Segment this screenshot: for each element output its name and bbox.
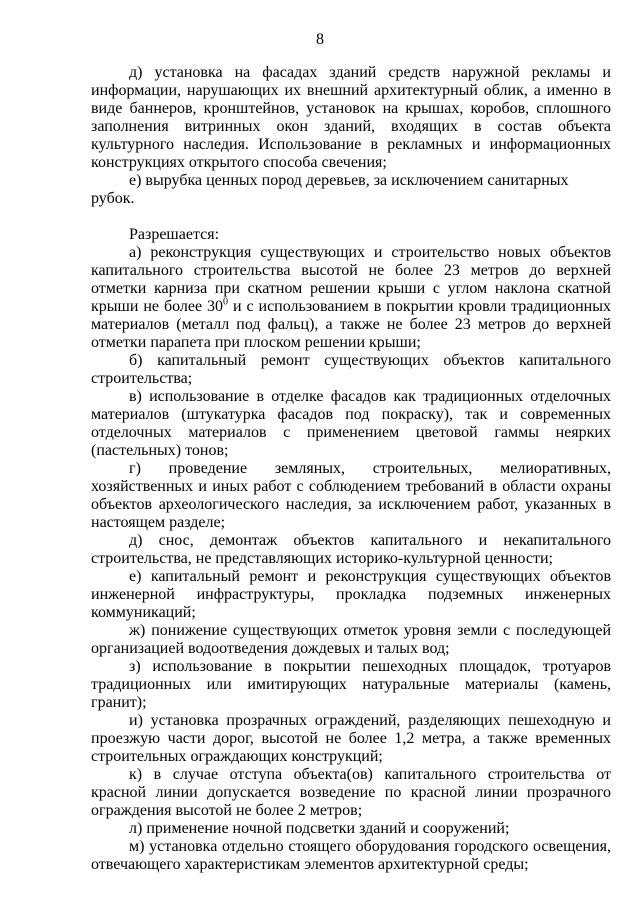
degree-superscript: 0 bbox=[223, 296, 229, 308]
allowed-heading: Разрешается: bbox=[129, 226, 220, 243]
page-number: 8 bbox=[316, 31, 324, 48]
paragraph-b-allowed: б) капитальный ремонт существующих объектов капитального строительства; bbox=[91, 352, 611, 387]
paragraph-k-allowed: к) в случае отступа объекта(ов) капитального строительства от красной линии допускается возведение по красной линии прозрачного ограждения высотой не более 2 метров; bbox=[91, 766, 611, 819]
paragraph-g-allowed: г) проведение земляных, строительных, мелиоративных, хозяйственных и иных работ с соблюдением требований в области охраны объектов археологического наследия, за исключением работ, указанных в настоящем разделе; bbox=[91, 460, 611, 531]
paragraph-e-allowed: е) капитальный ремонт и реконструкция существующих объектов инженерной инфраструктуры, прокладка подземных инженерных коммуникаций; bbox=[91, 568, 611, 621]
paragraph-l-allowed: л) применение ночной подсветки зданий и сооружений; bbox=[129, 820, 510, 837]
document-body bbox=[91, 64, 611, 874]
paragraph-d-prohibited: д) установка на фасадах зданий средств наружной рекламы и информации, нарушающих их внешний архитектурный облик, а именно в виде баннеров, кронштейнов, установок на крышах, коробов, сплошного заполнения витринных окон зданий, входящих в состав объекта культурного наследия. Использование в рекламных и информационных конструкциях открытого способа свечения; bbox=[91, 64, 611, 171]
paragraph-gap bbox=[91, 208, 611, 226]
paragraph-e-prohibited: е) вырубка ценных пород деревьев, за исключением санитарных рубок. bbox=[91, 172, 569, 207]
paragraph-a-text-1: а) реконструкция существующих и строительство новых объектов капитального строительства высотой не более 23 метров до верхней отметки карниза при скатном решении крыши с углом наклона скатной крыши не более 30 bbox=[91, 244, 611, 315]
paragraph-z-allowed: з) использование в покрытии пешеходных площадок, тротуаров традиционных или имитирующих натуральные материалы (камень, гранит); bbox=[91, 658, 611, 711]
paragraph-v-allowed: в) использование в отделке фасадов как традиционных отделочных материалов (штукатурка фасадов под покраску), так и современных отделочных материалов с применением цветовой гаммы неярких (пастельных) тонов; bbox=[91, 388, 611, 459]
paragraph-i-allowed: и) установка прозрачных ограждений, разделяющих пешеходную и проезжую части дорог, высотой не более 1,2 метра, а также временных строительных ограждающих конструкций; bbox=[91, 712, 611, 765]
paragraph-a-text-2: и с использованием в покрытии кровли традиционных материалов (металл под фальц), а также не более 23 метров до верхней отметки парапета при плоском решении крыши; bbox=[91, 298, 611, 351]
paragraph-a-allowed bbox=[91, 244, 611, 352]
paragraph-zh-allowed: ж) понижение существующих отметок уровня земли с последующей организацией водоотведения дождевых и талых вод; bbox=[91, 622, 611, 657]
paragraph-m-allowed: м) установка отдельно стоящего оборудования городского освещения, отвечающего характеристикам элементов архитектурной среды; bbox=[91, 838, 611, 873]
paragraph-d-allowed: д) снос, демонтаж объектов капитального и некапитального строительства, не представляющих историко-культурной ценности; bbox=[91, 532, 611, 567]
